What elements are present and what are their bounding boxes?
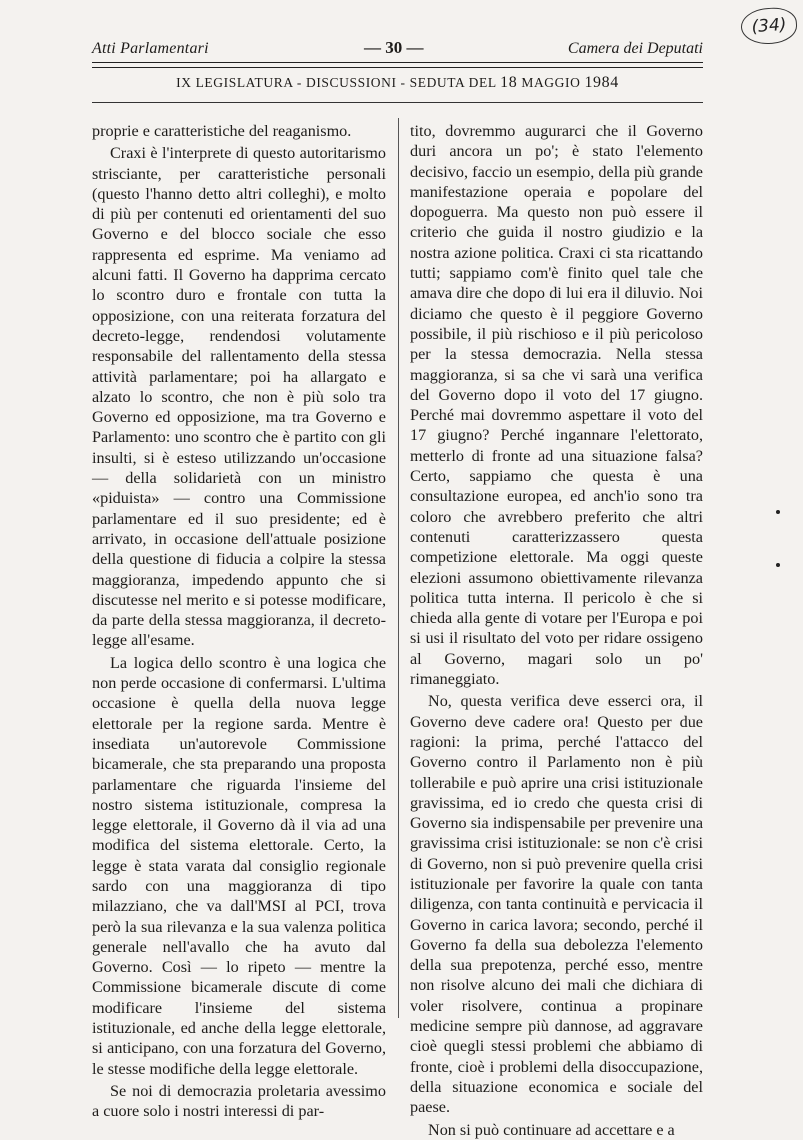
right-column <box>410 121 703 1140</box>
paragraph: tito, dovremmo augurarci che il Governo duri ancora un po'; è stato l'elemento decisivo, faccio un esempio, della più grande manifestazione operaia e popolare del dopoguerra. Ma questo non può essere il criterio che guida il nostro giudizio e la nostra azione politica. Craxi ci sta ricattando tutti; sappiamo com'è finito quel tale che amava dire che dopo di lui era il diluvio. Noi diciamo che questo è il peggiore Governo possibile, il più rischioso e il più pericoloso per la stessa democrazia. Nella stessa maggioranza, si sa che vi sarà una verifica del Governo dopo il voto del 17 giugno. Perché mai dovremmo aspettare il voto del 17 giugno? Perché ingannare l'elettorato, metterlo di fronte ad una situazione falsa? Certo, sappiamo che questa è una consultazione europea, ed anch'io sono tra coloro che avrebbero preferito che altri contenuti caratterizzassero questa competizione elettorale. Ma oggi queste elezioni assumono obiettivamente rilevanza politica tutta interna. Il pericolo è che si chieda alla gente di votare per l'Europa e poi si usi il risultato del voto per ridare ossigeno al Governo, magari solo un po' rimaneggiato. <box>410 122 703 689</box>
header-page-number: — 30 — <box>364 38 424 57</box>
paragraph: No, questa verifica deve esserci ora, il Governo deve cadere ora! Questo per due ragioni: la prima, perché l'attacco del Governo contro il Parlamento non è più tollerabile e può aprire una crisi istituzionale gravissima, ed io credo che questa crisi di Governo sia indispensabile per prevenire una gravissima crisi istituzionale: se non c'è crisi di Governo, non si può prevenire quella crisi istituzionale per favorire la quale con tanta diligenza, con tanta continuità e pervicacia il Governo in carica lavora; secondo, perché il Governo fa della sua debolezza l'elemento della sua prepotenza, perché esso, mentre non risolve alcuno dei mali che dichiara di voler risolvere, continua a propinare medicine sempre più dannose, ad aggravare cioè quegli stessi problemi che abbiamo di fronte, cioè i problemi della disoccupazione, della situazione economica e sociale del paese. <box>410 692 703 1117</box>
header-publication: Atti Parlamentari <box>92 40 209 57</box>
header-chamber: Camera dei Deputati <box>567 40 703 57</box>
paragraph: La logica dello scontro è una logica che non perde occasione di confermarsi. L'ultima occasione è quella della nuova legge elettorale per la regione sarda. Mentre è insediata un'autorevole Commissione bicamerale, che sta preparando una proposta parlamentare che riguarda l'insieme del nostro sistema istituzionale, compresa la legge elettorale, il Governo dà il via ad una modifica del sistema elettorale. Certo, la legge è stata varata dal consiglio regionale sardo con una maggioranza di tipo milazziano, che va dall'MSI al PCI, trova però la sua rilevanza e la sua valenza politica generale nell'avallo che ha avuto dal Governo. Così — lo ripeto — mentre la Commissione bicamerale discute di come modificare l'insieme del sistema istituzionale, ed anche della legge elettorale, si anticipano, con una forzatura del Governo, le stesse modifiche della legge elettorale. <box>92 653 386 1078</box>
paragraph: Craxi è l'interprete di questo autoritarismo strisciante, per caratteristiche personali (questo l'hanno detto altri colleghi), e molto di più per contenuti ed orientamenti del suo Governo e del blocco sociale che esso rappresenta ed esprime. Ma veniamo ad alcuni fatti. Il Governo ha dapprima cercato lo scontro duro e frontale con tutta la opposizione, con una reiterata forzatura del decreto-legge, rendendosi volutamente responsabile del rallentamento della stessa attività parlamentare; poi ha allargato e alzato lo scontro, che non è più solo tra Governo ed opposizione, ma tra Governo e Parlamento: uno scontro che è partito con gli insulti, si è esteso utilizzando un'occasione — della solidarietà con un ministro «piduista» — contro una Commissione parlamentare ed il suo presidente; ed è arrivato, in occasione dell'attuale posizione della questione di fiducia a colpire la stessa maggioranza, impedendo appunto che si discutesse nel merito e si potesse modificare, da parte della stessa maggioranza, il decreto-legge all'esame. <box>92 144 386 650</box>
paragraph: Non si può continuare ad accettare e a <box>428 1120 675 1139</box>
session-prefix: IX LEGISLATURA - DISCUSSIONI - SEDUTA DEL <box>176 75 497 90</box>
left-column <box>92 121 386 1122</box>
session-day: 18 <box>500 74 518 91</box>
column-divider <box>398 118 399 1018</box>
handwritten-page-annotation: (34) <box>740 6 798 46</box>
session-rule <box>92 102 703 103</box>
session-line <box>92 74 703 92</box>
paragraph: proprie e caratteristiche del reaganismo. <box>92 122 352 140</box>
margin-dot <box>776 563 780 567</box>
paragraph: Se noi di democrazia proletaria avessimo a cuore solo i nostri interessi di par- <box>92 1081 386 1121</box>
header-double-rule <box>92 62 703 68</box>
margin-dot <box>776 510 780 514</box>
session-year: 1984 <box>584 74 619 91</box>
session-month: MAGGIO <box>521 75 581 90</box>
running-header <box>92 38 703 60</box>
